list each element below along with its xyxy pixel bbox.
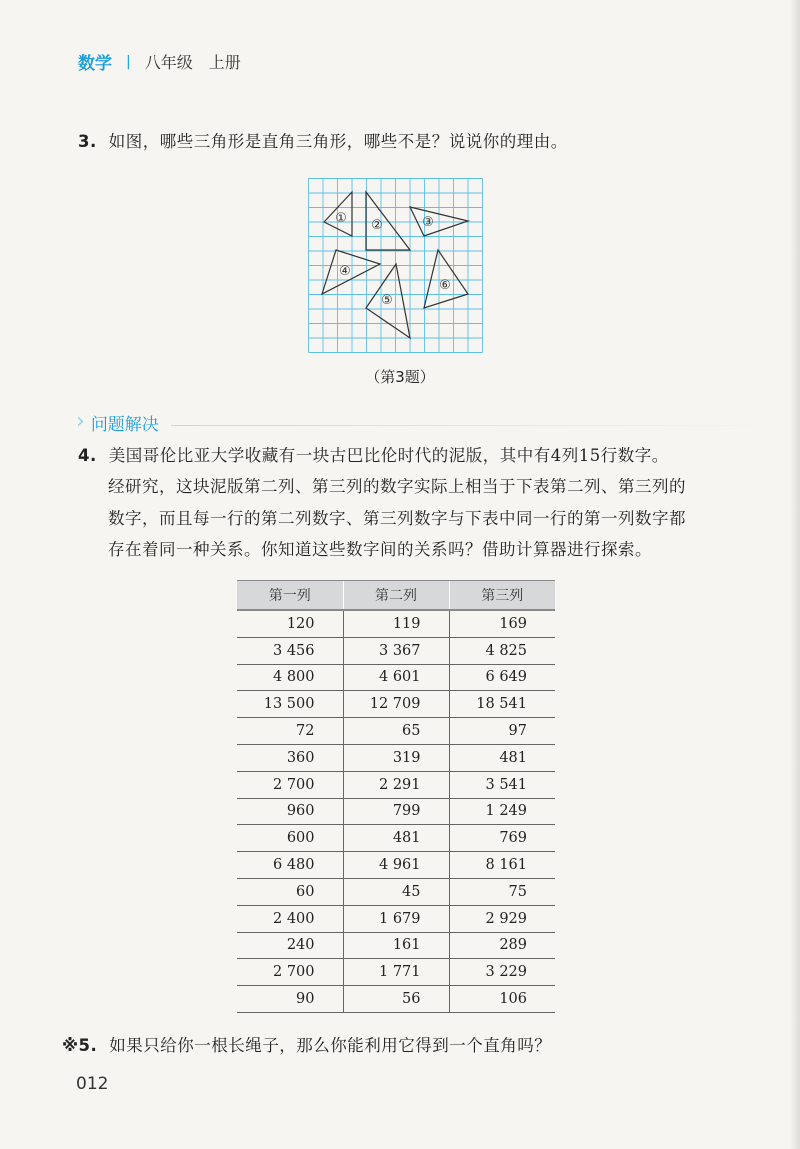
table-cell: 12 709 [343, 691, 449, 718]
section-heading [76, 408, 776, 436]
chevron-right-icon: › [76, 409, 85, 434]
table-cell: 481 [449, 744, 555, 771]
table-cell: 1 771 [343, 959, 449, 986]
table-cell: 240 [237, 932, 343, 959]
table-cell: 3 541 [449, 771, 555, 798]
table-row [237, 691, 555, 718]
table-row [237, 959, 555, 986]
table-cell: 45 [343, 878, 449, 905]
table-cell: 4 961 [343, 852, 449, 879]
header-separator: | [126, 53, 131, 70]
problem-4-line-3: 数字，而且每一行的第二列数字、第三列数字与下表中同一行的第一列数字都 [108, 508, 686, 528]
table-cell: 169 [449, 610, 555, 637]
grade-label: 八年级 [144, 53, 193, 72]
table-cell: 90 [237, 986, 343, 1013]
volume-label: 上册 [208, 53, 241, 72]
problem-4-number: 4. [78, 446, 97, 465]
table-cell: 106 [449, 986, 555, 1013]
table-cell: 72 [237, 718, 343, 745]
table-row [237, 744, 555, 771]
table-cell: 2 700 [237, 771, 343, 798]
babylonian-number-table [237, 580, 555, 1013]
table-cell: 799 [343, 798, 449, 825]
table-cell: 2 291 [343, 771, 449, 798]
table-cell: 2 400 [237, 905, 343, 932]
page-header [78, 49, 241, 74]
triangle-3-label: ③ [422, 215, 434, 230]
table-cell: 75 [449, 878, 555, 905]
page-number: 012 [76, 1074, 109, 1094]
table-cell: 3 456 [237, 637, 343, 664]
triangle-1-label: ① [335, 211, 347, 226]
problem-4-line-1: 美国哥伦比亚大学收藏有一块古巴比伦时代的泥版，其中有4列15行数字。 [108, 446, 669, 465]
table-cell: 481 [343, 825, 449, 852]
problem-5-text: 如果只给你一根长绳子，那么你能利用它得到一个直角吗？ [109, 1036, 552, 1055]
section-divider [171, 425, 776, 426]
problem-4-line-4: 存在着同一种关系。你知道这些数字间的关系吗？借助计算器进行探索。 [108, 540, 652, 560]
problem-5-number: ※5. [62, 1036, 98, 1055]
table-cell: 56 [343, 986, 449, 1013]
table-row [237, 878, 555, 905]
table-cell: 60 [237, 878, 343, 905]
table-cell: 600 [237, 825, 343, 852]
page-edge-shadow [790, 0, 800, 1149]
table-cell: 1 249 [449, 798, 555, 825]
table-cell: 4 825 [449, 637, 555, 664]
table-cell: 65 [343, 718, 449, 745]
table-cell: 2 700 [237, 959, 343, 986]
problem-4-line-2: 经研究，这块泥版第二列、第三列的数字实际上相当于下表第二列、第三列的 [108, 477, 686, 497]
column-header-1: 第一列 [237, 581, 343, 611]
table-cell: 289 [449, 932, 555, 959]
table-cell: 6 649 [449, 664, 555, 691]
table-cell: 769 [449, 825, 555, 852]
table-cell: 161 [343, 932, 449, 959]
triangle-2-label: ② [371, 218, 383, 233]
subject-label: 数学 [78, 54, 112, 74]
table-row [237, 718, 555, 745]
table-row [237, 798, 555, 825]
table-cell: 3 367 [343, 637, 449, 664]
table-cell: 960 [237, 798, 343, 825]
table-cell: 360 [237, 744, 343, 771]
triangle-4 [322, 250, 380, 294]
problem-3 [78, 126, 568, 157]
problem-3-number: 3. [78, 132, 97, 151]
table-cell: 2 929 [449, 905, 555, 932]
problem-4 [78, 440, 738, 565]
table-cell: 1 679 [343, 905, 449, 932]
table-cell: 120 [237, 610, 343, 637]
table-cell: 6 480 [237, 852, 343, 879]
table-cell: 119 [343, 610, 449, 637]
table-cell: 97 [449, 718, 555, 745]
table-row [237, 852, 555, 879]
triangle-grid-figure [308, 178, 483, 354]
column-header-2: 第二列 [343, 581, 449, 611]
table-row [237, 986, 555, 1013]
table-cell: 18 541 [449, 691, 555, 718]
problem-3-text: 如图，哪些三角形是直角三角形，哪些不是？说说你的理由。 [108, 132, 568, 151]
triangle-4-label: ④ [339, 264, 351, 279]
problem-5 [62, 1030, 551, 1061]
table-cell: 319 [343, 744, 449, 771]
table-cell: 8 161 [449, 852, 555, 879]
section-title: 问题解决 [90, 414, 159, 435]
table-row [237, 825, 555, 852]
table-row [237, 637, 555, 664]
triangle-5-label: ⑤ [381, 293, 393, 308]
table-row [237, 771, 555, 798]
table-row [237, 610, 555, 637]
triangle-6-label: ⑥ [439, 278, 451, 293]
table-cell: 4 800 [237, 664, 343, 691]
table-row [237, 932, 555, 959]
table-cell: 13 500 [237, 691, 343, 718]
table-cell: 4 601 [343, 664, 449, 691]
table-header-row [237, 581, 555, 611]
table-row [237, 905, 555, 932]
table-row [237, 664, 555, 691]
figure-caption: （第3题） [365, 368, 435, 386]
column-header-3: 第三列 [449, 581, 555, 611]
table-cell: 3 229 [449, 959, 555, 986]
